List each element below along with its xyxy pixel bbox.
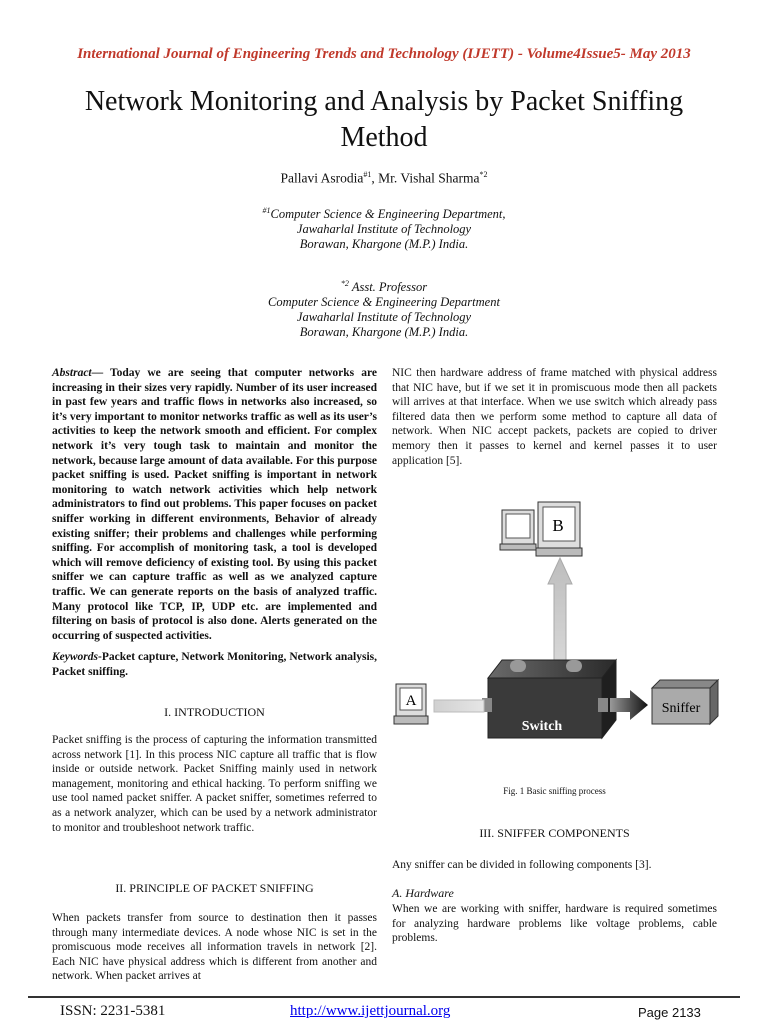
abstract-label: Abstract bbox=[52, 367, 92, 379]
principle-text: When packets transfer from source to destination then it passes through many intermediate devices. A node whose NIC is set in the promiscuous mode receives all information travels in network [2]. Each NIC have physical address which is different from another and network. When packet arrives at bbox=[52, 912, 377, 983]
affil-1-line: Computer Science & Engineering Department, bbox=[270, 207, 506, 222]
footer-divider bbox=[28, 996, 740, 998]
section-heading-components: III. SNIFFER COMPONENTS bbox=[479, 826, 630, 840]
abstract bbox=[52, 366, 377, 643]
journal-header: International Journal of Engineering Trends and Technology (IJETT) - Volume4Issue5- May 2013 bbox=[77, 46, 691, 62]
author-line bbox=[0, 170, 768, 187]
hardware-text: When we are working with sniffer, hardware is required sometimes for analyzing hardware problems like voltage problems, cable problems. bbox=[392, 903, 717, 945]
affil-1-line: Borawan, Khargone (M.P.) India. bbox=[299, 237, 469, 252]
footer-issn: ISSN: 2231-5381 bbox=[60, 1003, 166, 1019]
section-heading-principle: II. PRINCIPLE OF PACKET SNIFFING bbox=[115, 881, 314, 895]
components-text: Any sniffer can be divided in following components [3]. bbox=[392, 859, 652, 871]
affil-2-line: Borawan, Khargone (M.P.) India. bbox=[299, 325, 469, 340]
author-1: Pallavi Asrodia bbox=[280, 170, 364, 186]
paper-title: Network Monitoring and Analysis by Packet Sniffing Method bbox=[84, 86, 684, 153]
affil-2-sup: *2 bbox=[340, 279, 349, 288]
keywords-text: -Packet capture, Network Monitoring, Network analysis, Packet sniffing. bbox=[52, 651, 377, 678]
subheading-hardware: A. Hardware bbox=[392, 886, 454, 900]
right-paragraph: NIC then hardware address of frame matched with physical address that NIC have, but if we set it in promiscuous mode then all packets will arrives at that interface. When we use switch which already pass filtered data then we perform some method to capture all data of network. When NIC accept packets, packets are copied to driver memory then it passes to kernel and kernel passes it to user application [5]. bbox=[392, 367, 717, 467]
sniffer-label: Sniffer bbox=[661, 701, 701, 716]
footer-page-number: Page 2133 bbox=[638, 1005, 701, 1020]
section-heading-introduction: I. INTRODUCTION bbox=[164, 705, 265, 719]
figure-caption: Fig. 1 Basic sniffing process bbox=[503, 786, 606, 796]
author-1-sup: #1 bbox=[363, 170, 372, 179]
affil-1-sup: #1 bbox=[262, 206, 271, 215]
introduction-text: Packet sniffing is the process of capturing the information transmitted across network [1]. In this process NIC capture all traffic that is flow inside or outside network. Packet Sniffing mainly used in network management, monitoring and ethical hacking. To perform sniffing we use tool named packet sniffer. A packet sniffer, sometimes referred to as a network analyzer, which can be used by a network administrator to monitor and troubleshoot network traffic. bbox=[52, 734, 377, 834]
abstract-text: — Today we are seeing that computer networks are increasing in their sizes very rapidly. Number of its user increased in past few years and traffic flows in networks also increased, so it’s very important to monitor networks traffic as well as its user’s activities to keep the network smooth and efficient. For complex network it’s very tough task to maintain and monitor the network, because large amount of data available. For this purpose packet sniffing is used. Packet sniffing is important in network monitoring to watch network activities which help network administrators to find out problems. This paper focuses on packet sniffer working in different environments, Behavior of already existing sniffer; their problems and challenges while performing sniffing. For accomplish of monitoring task, a tool is developed which will remove deficiency of existing tool. By using this packet sniffer we can capture traffic as well as we analyzed capture traffic. We can generate reports on the basis of analyzed traffic. Many protocol like TCP, IP, UDP etc. are implemented and filtering on basis of protocol is also done. Alerts generated on the occurring of suspected activities. bbox=[52, 367, 377, 642]
affiliation-1 bbox=[0, 203, 768, 252]
footer-url-link[interactable]: http://www.ijettjournal.org bbox=[290, 1003, 451, 1019]
affil-1-line: Jawaharlal Institute of Technology bbox=[296, 222, 472, 237]
affil-2-line: Jawaharlal Institute of Technology bbox=[296, 310, 472, 325]
computer-b-icon bbox=[500, 502, 582, 556]
label-a: A bbox=[405, 693, 417, 709]
computer-a-icon bbox=[394, 684, 428, 724]
label-b: B bbox=[552, 516, 564, 535]
sniffer-box-icon bbox=[652, 680, 718, 724]
keywords bbox=[52, 650, 377, 679]
affiliation-2 bbox=[0, 276, 768, 340]
affil-2-line: Computer Science & Engineering Department bbox=[268, 295, 500, 310]
keywords-label: Keywords bbox=[52, 651, 98, 663]
figure-sniffing-process bbox=[390, 488, 720, 758]
arrow-link-icon bbox=[434, 700, 484, 712]
switch-icon bbox=[482, 660, 616, 738]
affil-2-title: Asst. Professor bbox=[351, 280, 428, 295]
switch-label: Switch bbox=[521, 719, 563, 734]
arrow-up-icon bbox=[548, 558, 572, 666]
author-2: , Mr. Vishal Sharma bbox=[371, 170, 480, 186]
author-2-sup: *2 bbox=[479, 170, 488, 179]
